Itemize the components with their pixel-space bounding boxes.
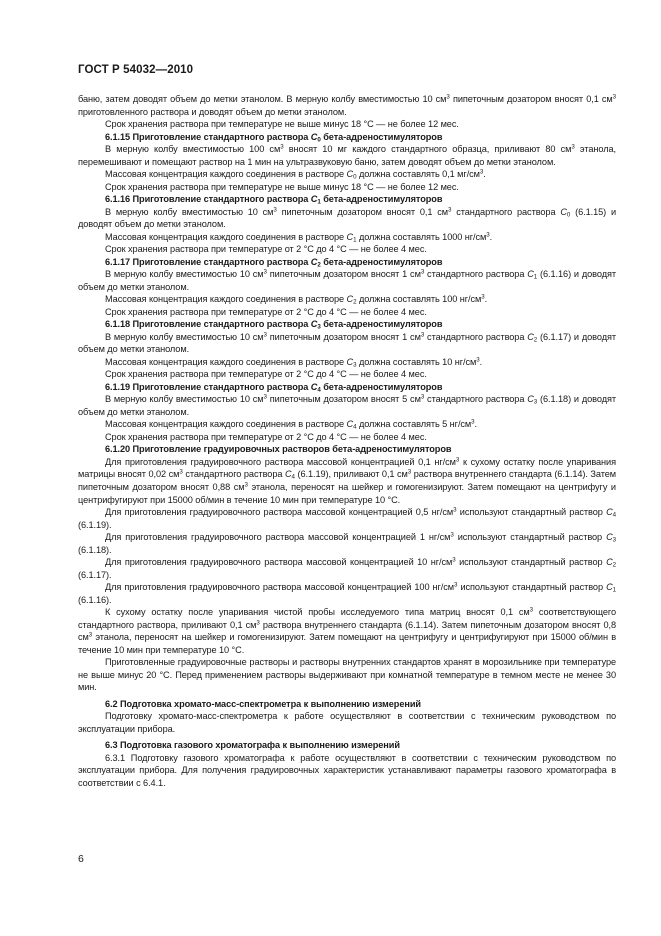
concentration-note: Массовая концентрация каждого соединения в растворе $C_4$ должна составлять 5 $нг/см^3$. (105, 418, 478, 431)
paragraph: В мерную колбу вместимостью 10 $см^3$ пипеточным дозатором вносят 0,1 $см^3$ стандартного раствора $C_0$ (6.1.15) и доводят объем до метки этанолом. (78, 206, 617, 230)
section-heading-6-1-15: 6.1.15 Приготовление стандартного раствора $C_0$ бета-адреностимуляторов (105, 131, 443, 143)
paragraph: 6.3.1 Подготовку газового хроматографа к работе осуществляют в соответствии с техническим руководством по эксплуатации прибора. Для получения градуировочных характеристик устанавливают параметры газового хроматографа в соответствии с 6.4.1. (78, 752, 616, 788)
paragraph: В мерную колбу вместимостью 10 $см^3$ пипеточным дозатором вносят 1 $см^3$ стандартного раствора $C_1$ (6.1.16) и доводят объем до метки этанолом. (78, 268, 616, 292)
paragraph: К сухому остатку после упаривания чистой пробы исследуемого типа матриц вносят 0,1 $см^3$ соответствующего стандартного раствора, приливают 0,1 $см^3$ раствора внутреннего стандарта (6.1.14). Затем пипеточным дозатором вносят 0,8 $см^3$ этанола, переносят на шейкер и гомогенизируют. Затем помещают на центрифугу и центрифугируют при 15000 об/мин в течение 10 мин при температуре 10 °C. (78, 606, 616, 655)
paragraph: В мерную колбу вместимостью 100 $см^3$ вносят 10 мг каждого стандартного образца, приливают 80 $см^3$ этанола, перемешивают и помещают раствор на 1 мин на ультразвуковую баню, затем доводят объем до метки этанолом. (78, 143, 616, 167)
paragraph: В мерную колбу вместимостью 10 $см^3$ пипеточным дозатором вносят 1 $см^3$ стандартного раствора $C_2$ (6.1.17) и доводят объем до метки этанолом. (78, 331, 616, 355)
paragraph: Для приготовления градуировочного раствора массовой концентрацией 100 $нг/см^3$ используют стандартный раствор $C_1$ (6.1.16). (78, 581, 616, 605)
paragraph: Для приготовления градуировочного раствора массовой концентрацией 0,5 $нг/см^3$ используют стандартный раствор $C_4$ (6.1.19). (78, 506, 616, 530)
storage-note: Срок хранения раствора при температуре от 2 °C до 4 °C — не более 4 мес. (105, 244, 427, 255)
paragraph: Приготовленные градуировочные растворы и растворы внутренних стандартов хранят в морозильнике при температуре не выше минус 20 °C. Перед применением растворы выдерживают при комнатной температуре в темном месте не менее 30 мин. (78, 657, 616, 693)
storage-note: Срок хранения раствора при температуре от 2 °C до 4 °C — не более 4 мес. (105, 431, 427, 442)
paragraph: Подготовку хромато-масс-спектрометра к работе осуществляют в соответствии с техническим руководством по эксплуатации прибора. (78, 711, 616, 734)
section-heading-6-1-20: 6.1.20 Приготовление градуировочных растворов бета-адреностимуляторов (105, 444, 452, 455)
storage-note: Срок хранения раствора при температуре от 2 °C до 4 °C — не более 4 мес. (105, 306, 427, 317)
paragraph: Для приготовления градуировочного раствора массовой концентрацией 1 $нг/см^3$ используют стандартный раствор $C_3$ (6.1.18). (78, 531, 616, 555)
paragraph: баню, затем доводят объем до метки этанолом. В мерную колбу вместимостью 10 $см^3$ пипеточным дозатором вносят 0,1 $см^3$ приготовленного раствора и доводят объем до метки этанолом. (78, 93, 617, 117)
concentration-note: Массовая концентрация каждого соединения в растворе $C_1$ должна составлять 1000 $нг/см^3$. (105, 231, 493, 244)
section-heading-6-1-16: 6.1.16 Приготовление стандартного раствора $C_1$ бета-адреностимуляторов (105, 194, 443, 206)
section-heading-6-3: 6.3 Подготовка газового хроматографа к выполнению измерений (105, 740, 400, 751)
section-heading-6-1-18: 6.1.18 Приготовление стандартного раствора $C_3$ бета-адреностимуляторов (105, 319, 443, 331)
paragraph: Для приготовления градуировочного раствора массовой концентрацией 0,1 $нг/см^3$ к сухому остатку после упаривания матрицы вносят 0,02 $см^3$ стандартного раствора $C_4$ (6.1.19), приливают 0,1 $см^3$ раствора внутреннего стандарта (6.1.14). Затем пипеточным дозатором вносят 0,88 $см^3$ этанола, переносят на шейкер и гомогенизируют. Затем помещают на центрифугу и центрифугируют при 15000 об/мин в течение 10 мин при температуре 10 °C. (78, 456, 616, 505)
section-heading-6-1-17: 6.1.17 Приготовление стандартного раствора $C_2$ бета-адреностимуляторов (105, 256, 443, 269)
storage-note: Срок хранения раствора при температуре не выше минус 18 °C — не более 12 мес. (105, 119, 459, 130)
paragraph: В мерную колбу вместимостью 10 $см^3$ пипеточным дозатором вносят 5 $см^3$ стандартного раствора $C_3$ (6.1.18) и доводят объем до метки этанолом. (78, 393, 616, 417)
document-body (78, 93, 616, 789)
storage-note: Срок хранения раствора при температуре не выше минус 18 °C — не более 12 мес. (105, 181, 459, 192)
paragraph: Для приготовления градуировочного раствора массовой концентрацией 10 $нг/см^3$ используют стандартный раствор $C_2$ (6.1.17). (78, 556, 616, 580)
section-heading-6-2: 6.2 Подготовка хромато-масс-спектрометра к выполнению измерений (105, 698, 421, 709)
document-standard-id: ГОСТ Р 54032—2010 (78, 64, 194, 76)
storage-note: Срок хранения раствора при температуре от 2 °C до 4 °C — не более 4 мес. (105, 369, 427, 380)
concentration-note: Массовая концентрация каждого соединения в растворе $C_0$ должна составлять 0,1 $мг/см^3$. (105, 168, 486, 181)
concentration-note: Массовая концентрация каждого соединения в растворе $C_3$ должна составлять 10 $нг/см^3$. (105, 356, 483, 369)
concentration-note: Массовая концентрация каждого соединения в растворе $C_2$ должна составлять 100 $нг/см^3$. (105, 293, 488, 306)
section-heading-6-1-19: 6.1.19 Приготовление стандартного раствора $C_4$ бета-адреностимуляторов (105, 381, 443, 394)
page-number: 6 (78, 853, 84, 865)
